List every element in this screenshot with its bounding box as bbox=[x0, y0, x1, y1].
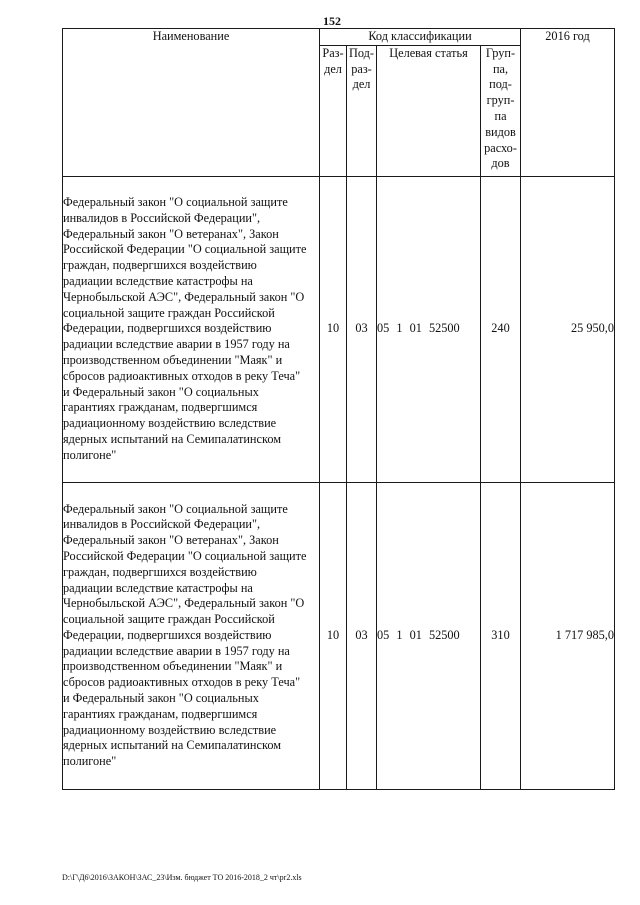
budget-table bbox=[62, 28, 615, 790]
header-classification-code: Код классификации bbox=[320, 29, 521, 46]
row-section: 10 bbox=[320, 482, 347, 789]
page-number: 152 bbox=[323, 14, 341, 28]
header-target-article: Целевая статья bbox=[377, 45, 481, 176]
table-row bbox=[63, 482, 615, 789]
header-section: Раз- дел bbox=[320, 45, 347, 176]
header-name: Наименование bbox=[63, 29, 320, 177]
row-amount: 1 717 985,0 bbox=[521, 482, 615, 789]
row-name: Федеральный закон "О социальной защите инвалидов в Российской Федерации", Федеральный закон "О ветеранах", Закон Российской Федерации "О социальной защите граждан, подвергшихся воздействию радиации вследствие катастрофы на Чернобыльской АЭС", Федеральный закон "О социальной защите граждан Российской Федерации, подвергшихся воздействию радиации вследствие аварии в 1957 году на производственном объединении "Маяк" и сбросов радиоактивных отходов в реку Теча" и Федеральный закон "О социальных гарантиях гражданам, подвергшимся радиационному воздействию вследствие ядерных испытаний на Семипалатинском полигоне" bbox=[63, 482, 320, 789]
header-expense-group: Груп- па, под- груп- па видов расхо- дов bbox=[481, 45, 521, 176]
row-amount: 25 950,0 bbox=[521, 176, 615, 482]
row-expense-group: 240 bbox=[481, 176, 521, 482]
header-subsection: Под- раз- дел bbox=[347, 45, 377, 176]
footer-file-path: D:\Г\Д6\2016\ЗАКОН\ЗАС_23\Изм. бюджет ТО 2016-2018_2 чт\pr2.xls bbox=[62, 873, 302, 882]
row-subsection: 03 bbox=[347, 482, 377, 789]
row-name: Федеральный закон "О социальной защите инвалидов в Российской Федерации", Федеральный закон "О ветеранах", Закон Российской Федерации "О социальной защите граждан, подвергшихся воздействию радиации вследствие катастрофы на Чернобыльской АЭС", Федеральный закон "О социальной защите граждан Российской Федерации, подвергшихся воздействию радиации вследствие аварии в 1957 году на производственном объединении "Маяк" и сбросов радиоактивных отходов в реку Теча" и Федеральный закон "О социальных гарантиях гражданам, подвергшимся радиационному воздействию вследствие ядерных испытаний на Семипалатинском полигоне" bbox=[63, 176, 320, 482]
row-section: 10 bbox=[320, 176, 347, 482]
row-subsection: 03 bbox=[347, 176, 377, 482]
header-year: 2016 год bbox=[521, 29, 615, 177]
row-expense-group: 310 bbox=[481, 482, 521, 789]
row-target-article: 05 1 01 52500 bbox=[377, 482, 481, 789]
row-target-article: 05 1 01 52500 bbox=[377, 176, 481, 482]
table-row bbox=[63, 176, 615, 482]
